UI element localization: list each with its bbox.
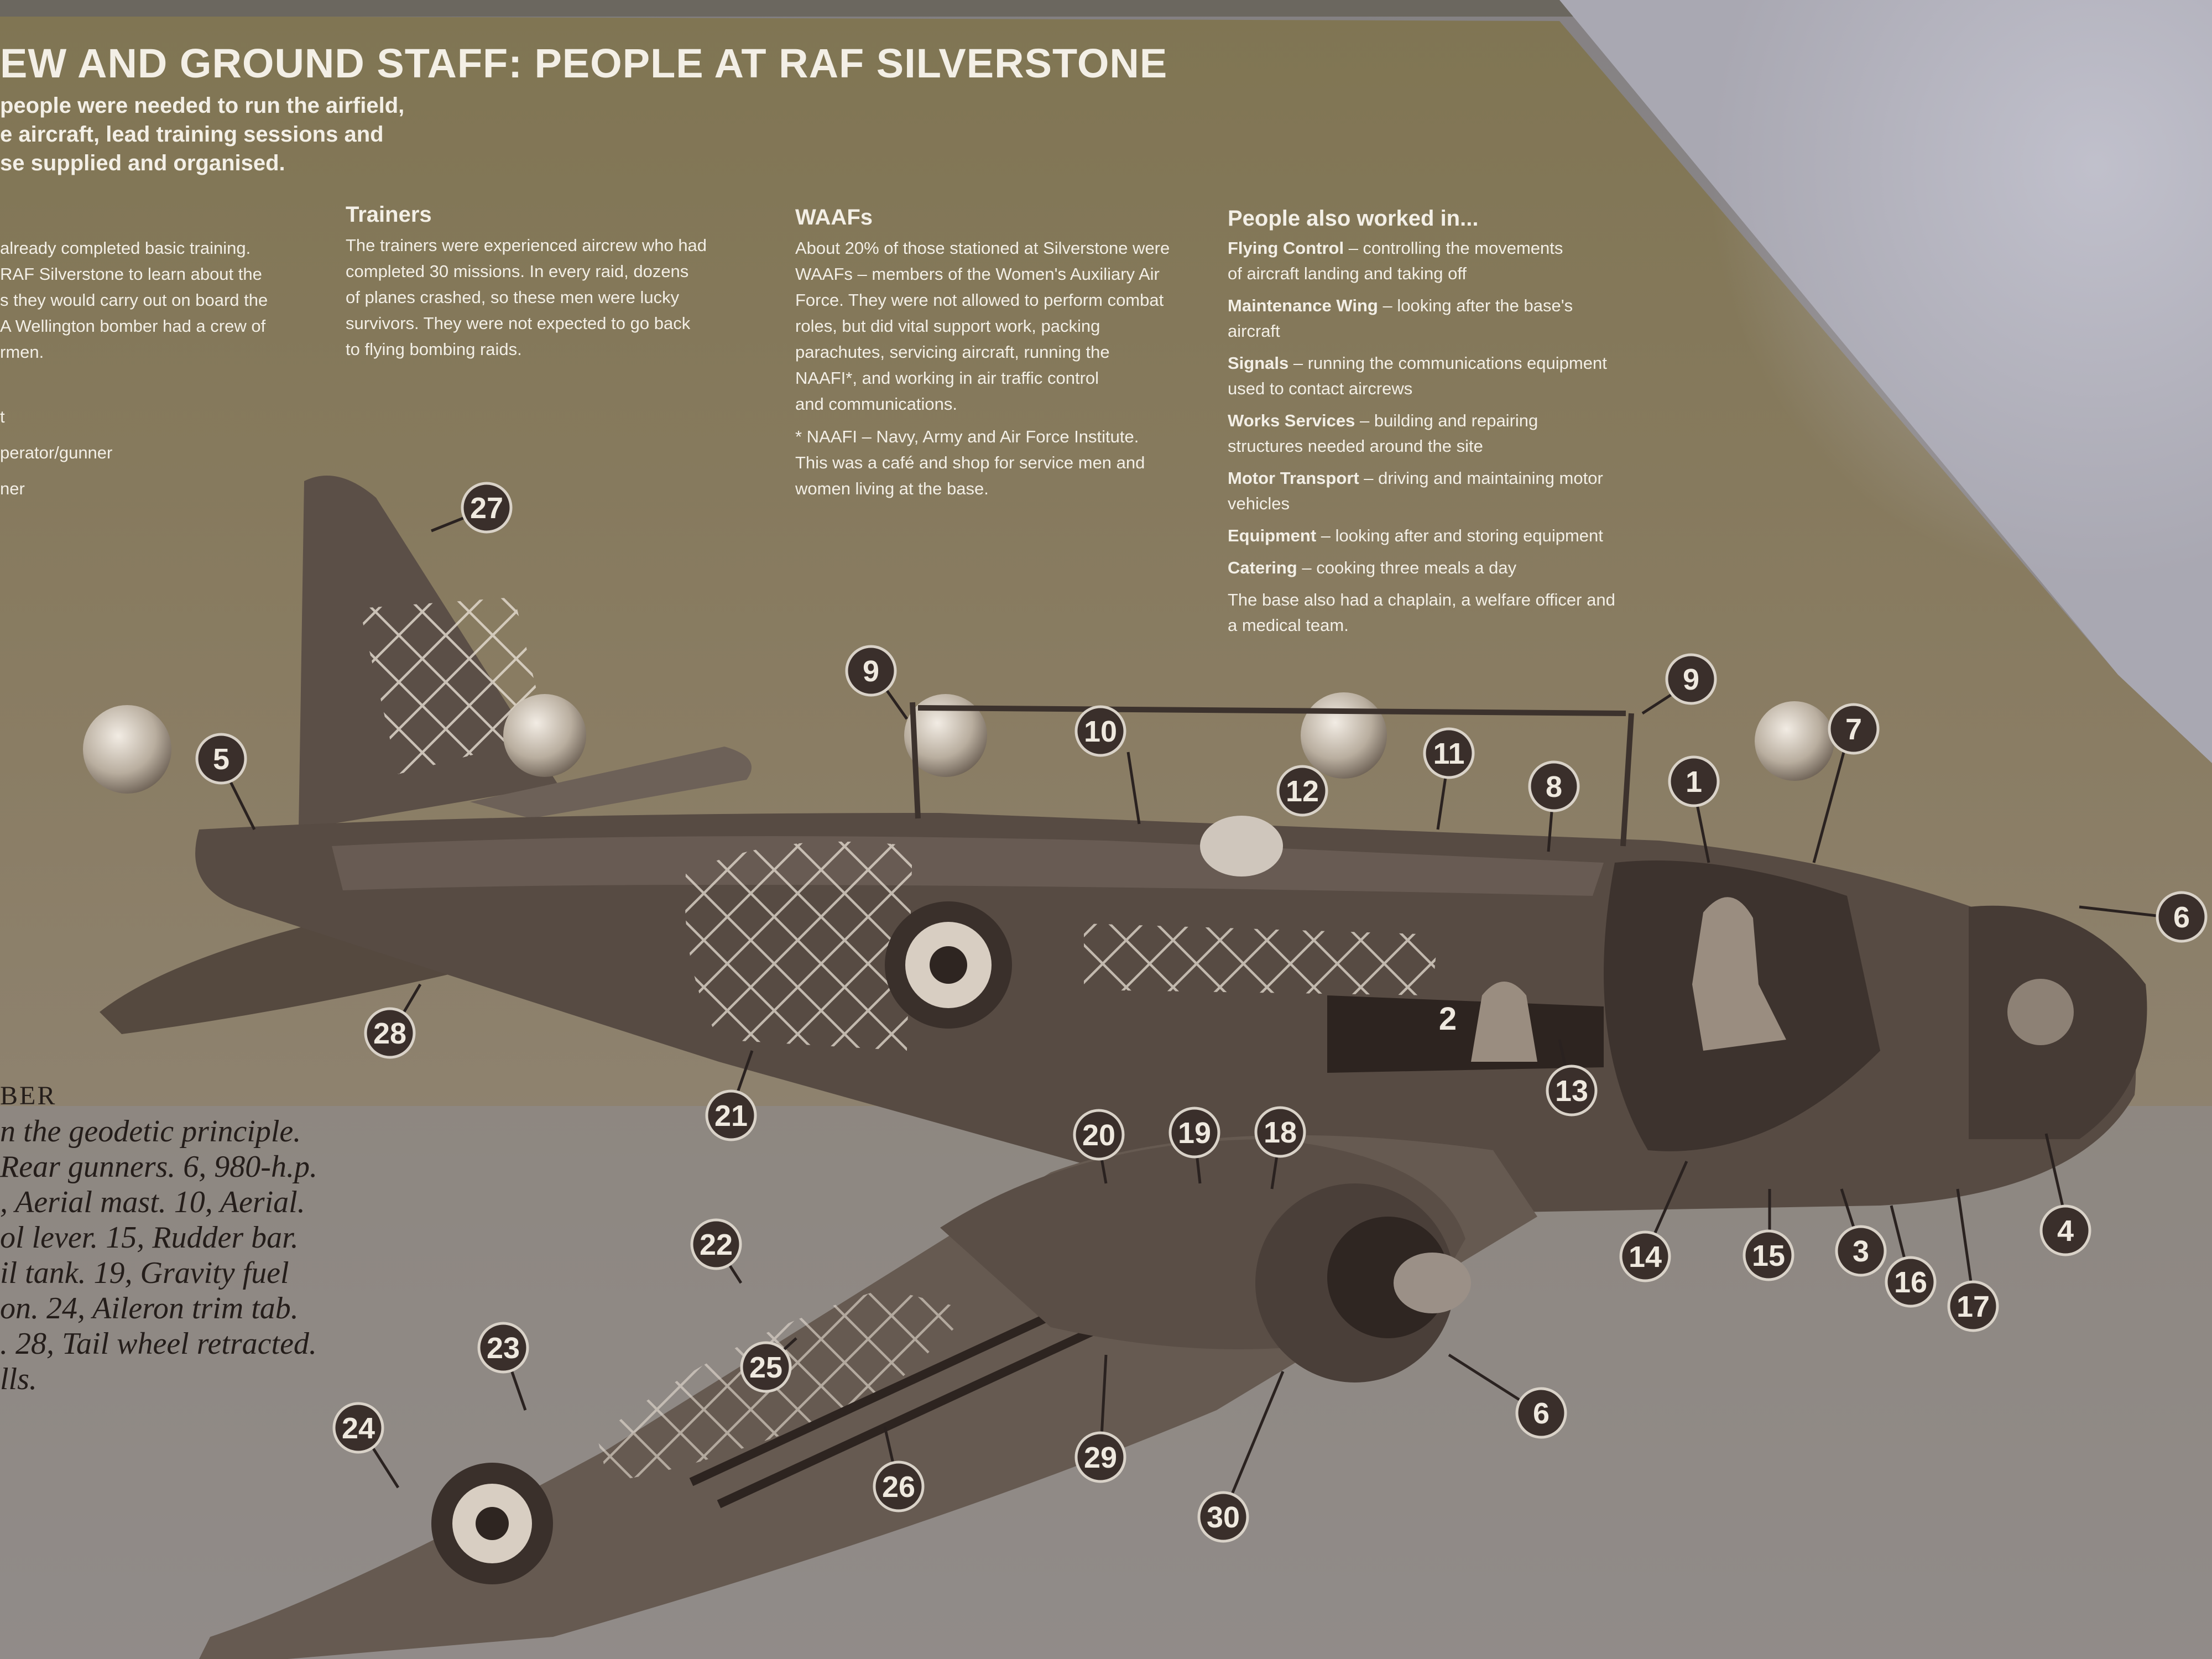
callout-29 xyxy=(1076,1433,1125,1481)
caption-line: n the geodetic principle. xyxy=(0,1114,301,1149)
work-item-text: of aircraft landing and taking off xyxy=(1228,264,1467,283)
callout-1-label: 1 xyxy=(1685,765,1703,799)
callout-22-label: 22 xyxy=(699,1228,733,1261)
callout-4 xyxy=(2041,1206,2090,1255)
callout-27 xyxy=(462,483,511,532)
callout-25-label: 25 xyxy=(749,1351,783,1384)
work-item xyxy=(1228,466,1615,517)
wing-roundel-centre xyxy=(476,1507,509,1540)
callout-5 xyxy=(197,734,246,783)
callout-23-label: 23 xyxy=(486,1332,520,1365)
astrodome xyxy=(1200,816,1283,877)
work-item xyxy=(1228,408,1615,459)
work-item xyxy=(1228,351,1615,401)
callout-9-rear xyxy=(847,646,895,695)
intro-line: e aircraft, lead training sessions and xyxy=(0,122,384,147)
callout-26 xyxy=(874,1462,923,1511)
callout-7-label: 7 xyxy=(1845,713,1863,746)
callout-17-label: 17 xyxy=(1956,1290,1990,1323)
diagram-caption xyxy=(0,1078,317,1397)
naafi-footnote: women living at the base. xyxy=(795,479,989,498)
callout-6-upper-label: 6 xyxy=(2173,901,2190,934)
callout-13-label: 13 xyxy=(1554,1074,1589,1108)
work-item-text: – cooking three meals a day xyxy=(1297,558,1517,577)
aircrew-section xyxy=(0,235,268,502)
intro-text xyxy=(0,91,404,178)
page-title: EW AND GROUND STAFF: PEOPLE AT RAF SILVERSTONE xyxy=(0,40,1168,86)
callout-11-label: 11 xyxy=(1433,737,1465,770)
waafs-line: parachutes, servicing aircraft, running the xyxy=(795,342,1110,362)
forward-lattice-strip xyxy=(1084,924,1438,995)
callout-18 xyxy=(1256,1108,1305,1156)
callout-6-upper xyxy=(2157,893,2206,941)
light-bulb-5 xyxy=(1755,701,1834,781)
callout-19-label: 19 xyxy=(1177,1117,1212,1150)
trainers-line: survivors. They were not expected to go back xyxy=(346,314,691,333)
aircrew-line: A Wellington bomber had a crew of xyxy=(0,316,266,336)
work-item-label: Catering xyxy=(1228,558,1297,577)
waafs-line: WAAFs – members of the Women's Auxiliary Air xyxy=(795,264,1160,284)
trainers-line: completed 30 missions. In every raid, dozens xyxy=(346,262,689,281)
callout-20 xyxy=(1074,1110,1123,1159)
callout-29-label: 29 xyxy=(1083,1441,1118,1474)
work-item-text: – looking after the base's xyxy=(1378,296,1573,315)
aircrew-role: perator/gunner xyxy=(0,443,113,462)
waafs-line: About 20% of those stationed at Silverstone were xyxy=(795,238,1170,258)
work-item-text: vehicles xyxy=(1228,494,1290,513)
callout-16-label: 16 xyxy=(1893,1266,1928,1299)
propeller-spinner xyxy=(1394,1253,1471,1313)
trainers-line: The trainers were experienced aircrew who had xyxy=(346,236,707,255)
callout-21-label: 21 xyxy=(714,1099,748,1133)
callout-28 xyxy=(366,1009,414,1057)
callout-23 xyxy=(479,1323,528,1372)
callout-15-label: 15 xyxy=(1751,1239,1786,1272)
callout-24-label: 24 xyxy=(341,1412,375,1445)
light-bulb-4 xyxy=(1301,692,1387,779)
trainers-line: to flying bombing raids. xyxy=(346,340,522,359)
waafs-line: Force. They were not allowed to perform combat xyxy=(795,290,1164,310)
work-item-text: – building and repairing xyxy=(1355,411,1538,430)
work-item-label: Works Services xyxy=(1228,411,1355,430)
callout-14-label: 14 xyxy=(1628,1240,1662,1274)
callout-20-label: 20 xyxy=(1082,1119,1116,1152)
work-item-label: Equipment xyxy=(1228,526,1317,545)
callout-17 xyxy=(1949,1282,1997,1331)
callout-21 xyxy=(707,1091,755,1140)
other-work-heading: People also worked in... xyxy=(1228,206,1479,231)
light-bulb-1 xyxy=(83,705,171,794)
bomb-aimer-section xyxy=(1327,995,1604,1073)
work-item-label: Signals xyxy=(1228,353,1289,373)
work-item-text: – driving and maintaining motor xyxy=(1359,468,1603,488)
callout-12-label: 12 xyxy=(1285,775,1319,808)
front-gunner xyxy=(2007,979,2074,1045)
callout-26-label: 26 xyxy=(881,1470,916,1504)
aircrew-role: t xyxy=(0,407,5,426)
aircrew-role: ner xyxy=(0,479,25,498)
callout-16 xyxy=(1886,1258,1935,1306)
callout-25 xyxy=(742,1343,790,1391)
callout-10-label: 10 xyxy=(1083,715,1118,748)
intro-line: people were needed to run the airfield, xyxy=(0,93,405,118)
callout-7 xyxy=(1829,705,1878,753)
callout-9-front xyxy=(1667,655,1715,703)
callout-2-label: 2 xyxy=(1438,1001,1457,1037)
callout-3-label: 3 xyxy=(1852,1235,1870,1268)
aircrew-line: rmen. xyxy=(0,342,44,362)
caption-line: Rear gunners. 6, 980-h.p. xyxy=(0,1150,317,1184)
trainers-section xyxy=(346,202,707,362)
work-item-text: used to contact aircrews xyxy=(1228,379,1413,398)
waafs-line: and communications. xyxy=(795,394,957,414)
waafs-line: roles, but did vital support work, packing xyxy=(795,316,1100,336)
callout-19 xyxy=(1170,1108,1219,1157)
work-item-label: Maintenance Wing xyxy=(1228,296,1378,315)
work-item-label: Motor Transport xyxy=(1228,468,1359,488)
work-item-text: aircraft xyxy=(1228,321,1280,341)
callout-6-lower-label: 6 xyxy=(1532,1397,1550,1430)
work-item-text: – running the communications equipment xyxy=(1288,353,1607,373)
callout-9-front-label: 9 xyxy=(1682,663,1700,696)
work-item-label: Flying Control xyxy=(1228,238,1344,258)
work-item xyxy=(1228,293,1615,344)
work-item xyxy=(1228,555,1615,581)
caption-line: il tank. 19, Gravity fuel xyxy=(0,1256,289,1290)
waafs-line: NAAFI*, and working in air traffic control xyxy=(795,368,1099,388)
other-work-section xyxy=(1228,206,1615,638)
caption-heading: BER xyxy=(0,1081,57,1110)
callout-12 xyxy=(1278,766,1327,815)
callout-5-label: 5 xyxy=(212,743,230,776)
naafi-footnote: * NAAFI – Navy, Army and Air Force Institute. xyxy=(795,427,1139,446)
trainers-heading: Trainers xyxy=(346,202,432,227)
callout-27-label: 27 xyxy=(469,492,504,525)
callout-1 xyxy=(1670,757,1718,806)
aircrew-line: RAF Silverstone to learn about the xyxy=(0,264,262,284)
callout-8 xyxy=(1530,762,1578,811)
geodetic-lattice-panel xyxy=(685,842,912,1051)
light-bulb-2 xyxy=(503,694,586,777)
work-item xyxy=(1228,523,1615,549)
callout-13 xyxy=(1547,1066,1596,1115)
callout-15 xyxy=(1744,1231,1793,1280)
caption-line: lls. xyxy=(0,1362,37,1396)
closing-line: The base also had a chaplain, a welfare officer and xyxy=(1228,590,1615,609)
caption-line: ol lever. 15, Rudder bar. xyxy=(0,1220,299,1255)
naafi-footnote: This was a café and shop for service men and xyxy=(795,453,1145,472)
callout-8-label: 8 xyxy=(1545,770,1563,804)
callout-24 xyxy=(334,1404,383,1452)
intro-line: se supplied and organised. xyxy=(0,151,285,175)
callout-3 xyxy=(1837,1227,1885,1275)
work-item xyxy=(1228,236,1615,286)
callout-18-label: 18 xyxy=(1263,1116,1297,1149)
callout-6-lower xyxy=(1517,1389,1566,1437)
caption-line: . 28, Tail wheel retracted. xyxy=(0,1327,317,1361)
callout-22 xyxy=(692,1220,740,1269)
aircrew-line: s they would carry out on board the xyxy=(0,290,268,310)
work-item-text: – controlling the movements xyxy=(1344,238,1563,258)
callout-11 xyxy=(1425,729,1473,778)
work-item-text: structures needed around the site xyxy=(1228,436,1483,456)
roundel-centre xyxy=(930,946,967,984)
aircrew-line: already completed basic training. xyxy=(0,238,251,258)
callout-30-label: 30 xyxy=(1206,1501,1240,1534)
waafs-section xyxy=(795,205,1170,502)
caption-line: on. 24, Aileron trim tab. xyxy=(0,1291,299,1326)
callout-28-label: 28 xyxy=(373,1017,407,1050)
callout-4-label: 4 xyxy=(2057,1214,2074,1248)
trainers-line: of planes crashed, so these men were lucky xyxy=(346,288,680,307)
closing-line: a medical team. xyxy=(1228,615,1349,635)
waafs-heading: WAAFs xyxy=(795,205,873,229)
caption-line: , Aerial mast. 10, Aerial. xyxy=(0,1185,305,1219)
callout-14 xyxy=(1621,1232,1670,1281)
callout-10 xyxy=(1076,707,1125,755)
callout-30 xyxy=(1199,1493,1248,1541)
callout-9-rear-label: 9 xyxy=(862,655,880,688)
work-item-text: – looking after and storing equipment xyxy=(1316,526,1603,545)
